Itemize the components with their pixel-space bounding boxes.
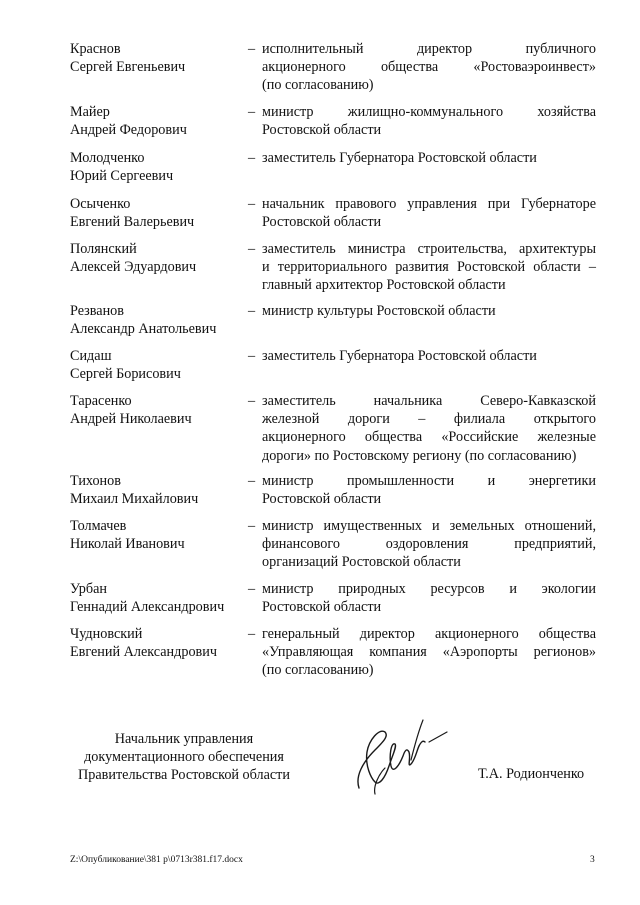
- dash-separator: –: [248, 626, 256, 642]
- file-path: Z:\Опубликование\381 р\0713r381.f17.docx: [70, 855, 243, 865]
- signer-name: Т.А. Родионченко: [478, 766, 585, 782]
- member-name: [70, 302, 250, 338]
- dash-separator: –: [248, 393, 256, 409]
- member-given-names: Юрий Сергеевич: [70, 168, 174, 185]
- member-given-names: Михаил Михайлович: [70, 491, 199, 508]
- position-line: «Управляющая компания «Аэропорты регионов»: [262, 644, 596, 661]
- member-name: [70, 240, 250, 276]
- position-line: Ростовской области: [262, 599, 382, 616]
- member-surname: Краснов: [70, 41, 121, 57]
- member-position: [262, 240, 596, 295]
- member-position: [262, 625, 596, 680]
- position-line: министр имущественных и земельных отношений,: [262, 518, 596, 534]
- member-name: [70, 195, 250, 231]
- position-line: акционерного общества «Российские железные: [262, 429, 596, 446]
- member-name: [70, 580, 250, 616]
- position-line: генеральный директор акционерного общества: [262, 626, 596, 642]
- member-surname: Тихонов: [70, 473, 121, 489]
- member-position: [262, 40, 596, 95]
- member-given-names: Евгений Валерьевич: [70, 214, 195, 231]
- member-name: [70, 625, 250, 661]
- dash-separator: –: [248, 518, 256, 534]
- position-line: заместитель Губернатора Ростовской области: [262, 150, 537, 166]
- member-surname: Чудновский: [70, 626, 143, 642]
- member-name: [70, 517, 250, 553]
- position-line: Ростовской области: [262, 491, 382, 508]
- position-line: исполнительный директор публичного: [262, 41, 596, 57]
- position-line: (по согласованию): [262, 77, 374, 94]
- signature-title-line: Правительства Ростовской области: [78, 767, 290, 784]
- member-given-names: Андрей Николаевич: [70, 411, 192, 428]
- dash-separator: –: [248, 241, 256, 257]
- member-surname: Молодченко: [70, 150, 145, 166]
- dash-separator: –: [248, 473, 256, 489]
- member-position: [262, 472, 596, 508]
- position-line: дороги» по Ростовскому региону (по согласованию): [262, 447, 577, 464]
- position-line: организаций Ростовской области: [262, 554, 461, 571]
- position-line: заместитель Губернатора Ростовской области: [262, 348, 537, 364]
- position-line: (по согласованию): [262, 662, 374, 679]
- member-surname: Урбан: [70, 581, 107, 597]
- member-name: [70, 347, 250, 383]
- page-number: 3: [590, 855, 595, 865]
- signature-title-line: документационного обеспечения: [84, 749, 284, 766]
- member-given-names: Алексей Эдуардович: [70, 259, 197, 276]
- position-line: министр жилищно-коммунального хозяйства: [262, 104, 596, 120]
- dash-separator: –: [248, 104, 256, 120]
- dash-separator: –: [248, 41, 256, 57]
- position-line: министр культуры Ростовской области: [262, 303, 496, 319]
- signature-title-line: Начальник управления: [114, 731, 254, 747]
- position-line: министр природных ресурсов и экологии: [262, 581, 596, 597]
- member-position: [262, 302, 596, 320]
- dash-separator: –: [248, 303, 256, 319]
- member-name: [70, 40, 250, 76]
- member-surname: Осыченко: [70, 196, 131, 212]
- position-line: железной дороги – филиала открытого: [262, 411, 596, 428]
- member-surname: Тарасенко: [70, 393, 132, 409]
- member-given-names: Андрей Федорович: [70, 122, 187, 139]
- member-position: [262, 103, 596, 139]
- member-given-names: Сергей Евгеньевич: [70, 59, 186, 76]
- position-line: заместитель министра строительства, архитектуры: [262, 241, 596, 257]
- dash-separator: –: [248, 581, 256, 597]
- member-given-names: Николай Иванович: [70, 536, 185, 553]
- member-surname: Сидаш: [70, 348, 112, 364]
- dash-separator: –: [248, 348, 256, 364]
- position-line: и территориального развития Ростовской области –: [262, 259, 596, 276]
- member-surname: Полянский: [70, 241, 137, 257]
- position-line: Ростовской области: [262, 214, 382, 231]
- member-name: [70, 103, 250, 139]
- member-given-names: Александр Анатольевич: [70, 321, 217, 338]
- member-given-names: Геннадий Александрович: [70, 599, 225, 616]
- member-surname: Майер: [70, 104, 110, 120]
- signature-title: [70, 730, 298, 785]
- member-surname: Резванов: [70, 303, 124, 319]
- position-line: финансового оздоровления предприятий,: [262, 536, 596, 553]
- member-position: [262, 149, 596, 167]
- member-position: [262, 392, 596, 465]
- handwritten-signature: [345, 716, 455, 796]
- member-surname: Толмачев: [70, 518, 127, 534]
- member-position: [262, 195, 596, 231]
- dash-separator: –: [248, 150, 256, 166]
- member-name: [70, 392, 250, 428]
- member-name: [70, 149, 250, 185]
- position-line: Ростовской области: [262, 122, 382, 139]
- position-line: заместитель начальника Северо-Кавказской: [262, 393, 596, 409]
- dash-separator: –: [248, 196, 256, 212]
- position-line: начальник правового управления при Губернаторе: [262, 196, 596, 212]
- member-given-names: Евгений Александрович: [70, 644, 217, 661]
- member-name: [70, 472, 250, 508]
- position-line: акционерного общества «Ростоваэроинвест»: [262, 59, 596, 76]
- member-position: [262, 347, 596, 365]
- member-given-names: Сергей Борисович: [70, 366, 181, 383]
- member-position: [262, 517, 596, 572]
- position-line: главный архитектор Ростовской области: [262, 277, 506, 294]
- position-line: министр промышленности и энергетики: [262, 473, 596, 489]
- member-position: [262, 580, 596, 616]
